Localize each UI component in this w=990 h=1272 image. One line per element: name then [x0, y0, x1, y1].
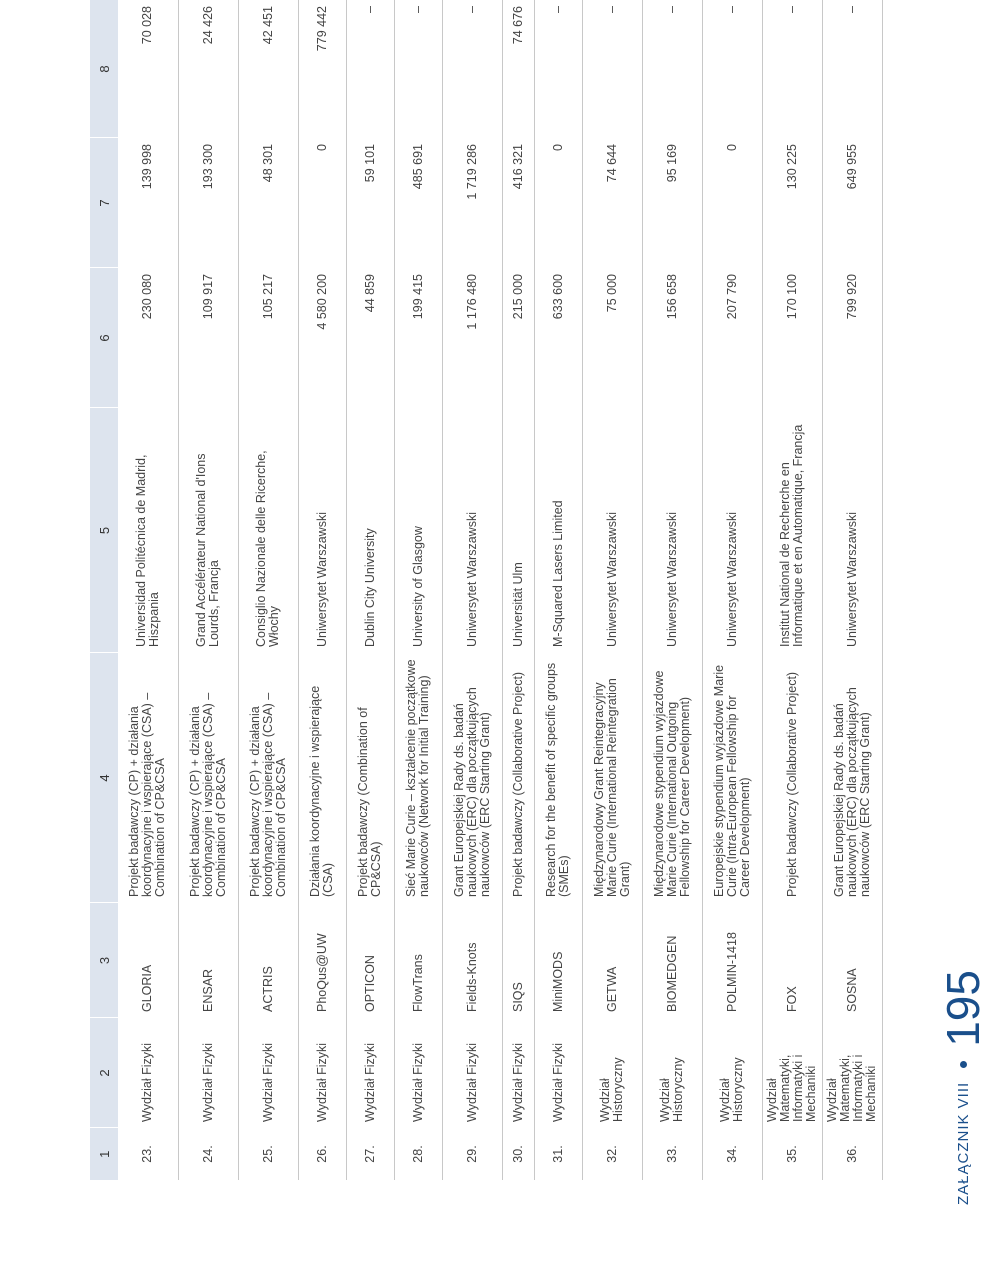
coordinator-cell: Dublin City University: [346, 408, 394, 653]
value-col7-cell: 0: [298, 138, 346, 268]
project-type-cell: Projekt badawczy (Combination of CP&CSA): [346, 653, 394, 903]
acronym-cell: BIOMEDGEN: [642, 903, 702, 1018]
faculty-cell: Wydział Historyczny: [702, 1018, 762, 1128]
faculty-cell: Wydział Historyczny: [582, 1018, 642, 1128]
coordinator-cell: Uniwersytet Warszawski: [642, 408, 702, 653]
annex-label: ZAŁĄCZNIK VIII: [954, 1081, 972, 1205]
row-number: 26.: [298, 1128, 346, 1180]
coordinator-cell: Grand Accélérateur National d'Ions Lourds, Francja: [178, 408, 238, 653]
page-footer: [936, 970, 990, 1205]
faculty-cell: Wydział Matematyki, Informatyki i Mechaniki: [762, 1018, 822, 1128]
table-row: [238, 0, 298, 1180]
acronym-cell: FOX: [762, 903, 822, 1018]
value-col6-cell: 230 080: [118, 268, 178, 408]
table-row: [298, 0, 346, 1180]
row-number: 28.: [394, 1128, 442, 1180]
value-col7-cell: 48 301: [238, 138, 298, 268]
value-col7-cell: 416 321: [502, 138, 534, 268]
coordinator-cell: M-Squared Lasers Limited: [534, 408, 582, 653]
project-type-cell: Europejskie stypendium wyjazdowe Marie Curie (Intra-European Fellowship for Career Development): [702, 653, 762, 903]
value-col6-cell: 633 600: [534, 268, 582, 408]
faculty-cell: Wydział Historyczny: [642, 1018, 702, 1128]
value-col7-cell: 0: [534, 138, 582, 268]
row-number: 30.: [502, 1128, 534, 1180]
column-header: 6: [90, 268, 118, 408]
value-col8-cell: –: [762, 0, 822, 138]
value-col8-cell: –: [394, 0, 442, 138]
projects-table: [90, 0, 883, 1180]
column-header: 4: [90, 653, 118, 903]
value-col7-cell: 139 998: [118, 138, 178, 268]
row-number: 35.: [762, 1128, 822, 1180]
faculty-cell: Wydział Fizyki: [118, 1018, 178, 1128]
row-number: 32.: [582, 1128, 642, 1180]
acronym-cell: SIQS: [502, 903, 534, 1018]
project-type-cell: Projekt badawczy (CP) + działania koordynacyjne i wspierające (CSA) – Combination of CP&CSA: [178, 653, 238, 903]
value-col7-cell: 74 644: [582, 138, 642, 268]
acronym-cell: GLORIA: [118, 903, 178, 1018]
column-header: 5: [90, 408, 118, 653]
table-row: [346, 0, 394, 1180]
coordinator-cell: Universidad Politécnica de Madrid, Hiszpania: [118, 408, 178, 653]
value-col6-cell: 199 415: [394, 268, 442, 408]
value-col7-cell: 0: [702, 138, 762, 268]
value-col6-cell: 44 859: [346, 268, 394, 408]
acronym-cell: PhoQus@UW: [298, 903, 346, 1018]
row-number: 31.: [534, 1128, 582, 1180]
table-row: [762, 0, 822, 1180]
project-type-cell: Projekt badawczy (CP) + działania koordynacyjne i wspierające (CSA) – Combination of CP&CSA: [118, 653, 178, 903]
faculty-cell: Wydział Fizyki: [502, 1018, 534, 1128]
column-header: 2: [90, 1018, 118, 1128]
row-number: 25.: [238, 1128, 298, 1180]
table-row: [118, 0, 178, 1180]
coordinator-cell: Uniwersytet Warszawski: [298, 408, 346, 653]
coordinator-cell: Uniwersytet Warszawski: [822, 408, 882, 653]
value-col7-cell: 193 300: [178, 138, 238, 268]
faculty-cell: Wydział Fizyki: [534, 1018, 582, 1128]
project-type-cell: Projekt badawczy (Collaborative Project): [502, 653, 534, 903]
row-number: 33.: [642, 1128, 702, 1180]
coordinator-cell: Uniwersytet Warszawski: [442, 408, 502, 653]
faculty-cell: Wydział Fizyki: [394, 1018, 442, 1128]
row-number: 23.: [118, 1128, 178, 1180]
column-header: 1: [90, 1128, 118, 1180]
value-col8-cell: –: [442, 0, 502, 138]
coordinator-cell: Universität Ulm: [502, 408, 534, 653]
table-row: [534, 0, 582, 1180]
value-col7-cell: 1 719 286: [442, 138, 502, 268]
acronym-cell: MiniMODS: [534, 903, 582, 1018]
value-col6-cell: 75 000: [582, 268, 642, 408]
acronym-cell: OPTICON: [346, 903, 394, 1018]
table-row: [822, 0, 882, 1180]
faculty-cell: Wydział Fizyki: [346, 1018, 394, 1128]
value-col7-cell: 649 955: [822, 138, 882, 268]
value-col8-cell: –: [346, 0, 394, 138]
value-col6-cell: 170 100: [762, 268, 822, 408]
value-col8-cell: –: [702, 0, 762, 138]
acronym-cell: Fields-Knots: [442, 903, 502, 1018]
value-col7-cell: 130 225: [762, 138, 822, 268]
value-col7-cell: 485 691: [394, 138, 442, 268]
row-number: 27.: [346, 1128, 394, 1180]
value-col6-cell: 215 000: [502, 268, 534, 408]
faculty-cell: Wydział Fizyki: [442, 1018, 502, 1128]
value-col8-cell: 24 426: [178, 0, 238, 138]
page-number: 195: [937, 970, 989, 1047]
table-row: [702, 0, 762, 1180]
project-type-cell: Projekt badawczy (CP) + działania koordynacyjne i wspierające (CSA) – Combination of CP&CSA: [238, 653, 298, 903]
value-col8-cell: 74 676: [502, 0, 534, 138]
value-col8-cell: –: [822, 0, 882, 138]
table-row: [394, 0, 442, 1180]
project-type-cell: Międzynarodowy Grant Reintegracyjny Marie Curie (International Reintegration Grant): [582, 653, 642, 903]
project-type-cell: Projekt badawczy (Collaborative Project): [762, 653, 822, 903]
project-type-cell: Międzynarodowe stypendium wyjazdowe Marie Curie (International Outgoing Fellowship for Career Development): [642, 653, 702, 903]
acronym-cell: GETWA: [582, 903, 642, 1018]
acronym-cell: ENSAR: [178, 903, 238, 1018]
faculty-cell: Wydział Fizyki: [298, 1018, 346, 1128]
bullet-dot-icon: [960, 1061, 967, 1068]
project-type-cell: Działania koordynacyjne i wspierające (CSA): [298, 653, 346, 903]
coordinator-cell: Institut National de Recherche en Informatique et en Automatique, Francja: [762, 408, 822, 653]
value-col6-cell: 1 176 480: [442, 268, 502, 408]
row-number: 29.: [442, 1128, 502, 1180]
value-col8-cell: 42 451: [238, 0, 298, 138]
coordinator-cell: University of Glasgow: [394, 408, 442, 653]
value-col6-cell: 4 580 200: [298, 268, 346, 408]
table-row: [642, 0, 702, 1180]
value-col6-cell: 799 920: [822, 268, 882, 408]
table-row: [582, 0, 642, 1180]
coordinator-cell: Uniwersytet Warszawski: [582, 408, 642, 653]
faculty-cell: Wydział Fizyki: [178, 1018, 238, 1128]
row-number: 24.: [178, 1128, 238, 1180]
coordinator-cell: Consiglio Nazionale delle Ricerche, Włochy: [238, 408, 298, 653]
column-header: 7: [90, 138, 118, 268]
header-row: [90, 0, 118, 1180]
value-col8-cell: –: [534, 0, 582, 138]
row-number: 36.: [822, 1128, 882, 1180]
table-row: [178, 0, 238, 1180]
table-row: [442, 0, 502, 1180]
project-type-cell: Research for the benefit of specific groups (SMEs): [534, 653, 582, 903]
project-type-cell: Sieć Marie Curie – kształcenie początkowe naukowców (Network for Initial Training): [394, 653, 442, 903]
value-col8-cell: –: [582, 0, 642, 138]
acronym-cell: ACTRIS: [238, 903, 298, 1018]
acronym-cell: SOSNA: [822, 903, 882, 1018]
value-col8-cell: 70 028: [118, 0, 178, 138]
project-type-cell: Grant Europejskiej Rady ds. badań naukowych (ERC) dla początkujących naukowców (ERC Starting Grant): [822, 653, 882, 903]
value-col7-cell: 59 101: [346, 138, 394, 268]
value-col8-cell: –: [642, 0, 702, 138]
value-col8-cell: 779 442: [298, 0, 346, 138]
row-number: 34.: [702, 1128, 762, 1180]
value-col7-cell: 95 169: [642, 138, 702, 268]
value-col6-cell: 105 217: [238, 268, 298, 408]
value-col6-cell: 207 790: [702, 268, 762, 408]
project-type-cell: Grant Europejskiej Rady ds. badań naukowych (ERC) dla początkujących naukowców (ERC Starting Grant): [442, 653, 502, 903]
coordinator-cell: Uniwersytet Warszawski: [702, 408, 762, 653]
column-header: 8: [90, 0, 118, 138]
column-header: 3: [90, 903, 118, 1018]
value-col6-cell: 156 658: [642, 268, 702, 408]
value-col6-cell: 109 917: [178, 268, 238, 408]
rotated-table-container: [90, 0, 880, 1180]
table-row: [502, 0, 534, 1180]
acronym-cell: FlowTrans: [394, 903, 442, 1018]
faculty-cell: Wydział Matematyki, Informatyki i Mechaniki: [822, 1018, 882, 1128]
faculty-cell: Wydział Fizyki: [238, 1018, 298, 1128]
acronym-cell: POLMIN-1418: [702, 903, 762, 1018]
